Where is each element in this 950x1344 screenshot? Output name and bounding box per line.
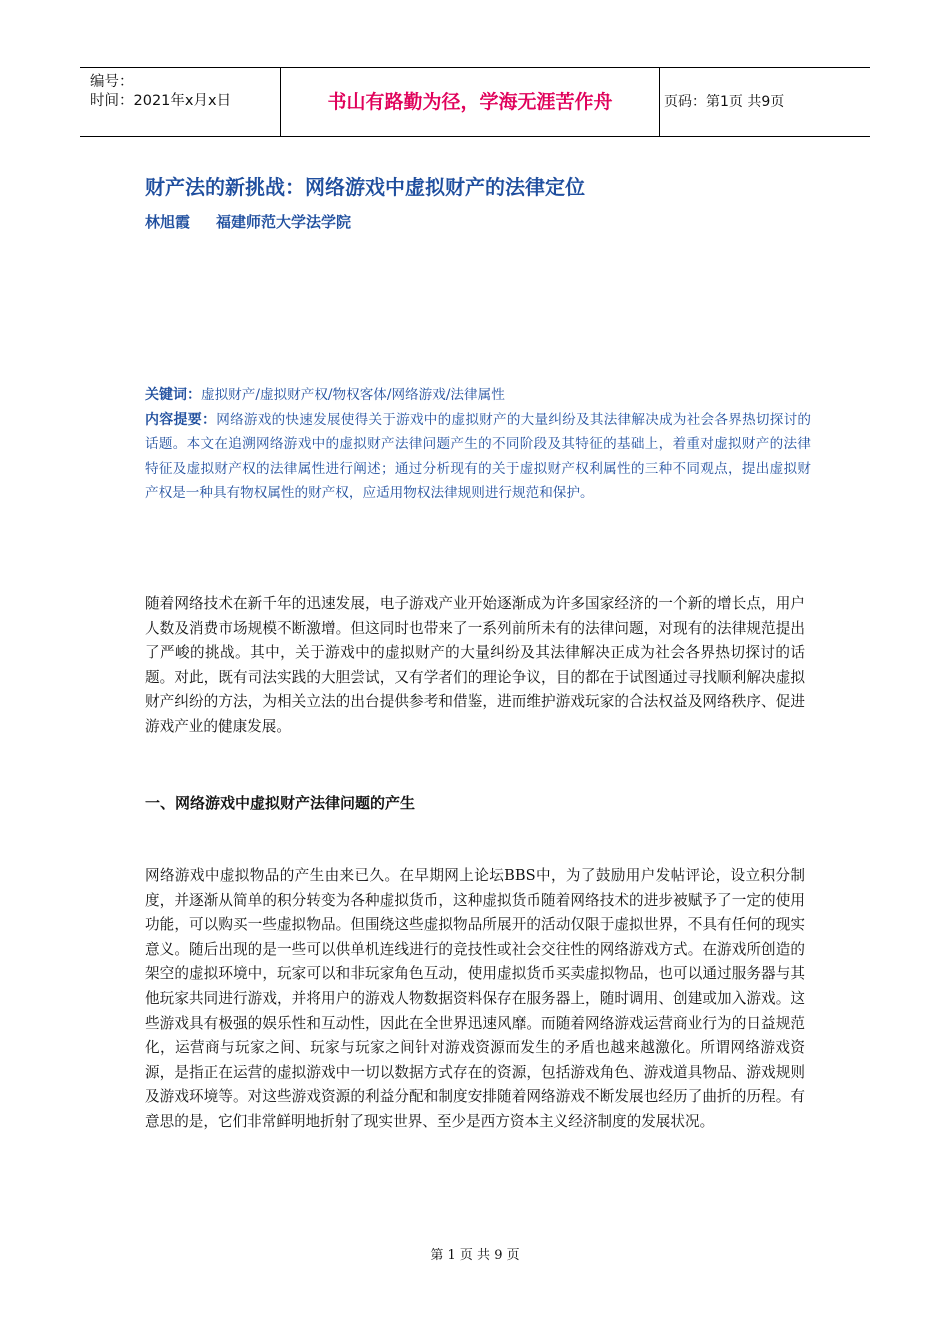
author-name: 林旭霞 xyxy=(145,213,191,231)
keywords-text: 虚拟财产/虚拟财产权/物权客体/网络游戏/法律属性 xyxy=(201,387,505,403)
summary-text: 网络游戏的快速发展使得关于游戏中的虚拟财产的大量纠纷及其法律解决成为社会各界热切探讨的话题。本文在追溯网络游戏中的虚拟财产法律问题产生的不同阶段及其特征的基础上，着重对虚拟财产的法律特征及虚拟财产权的法律属性进行阐述；通过分析现有的关于虚拟财产权利属性的三种不同观点，提出虚拟财产权是一种具有物权属性的财产权，应适用物权法律规则进行规范和保护。 xyxy=(145,411,812,501)
section-paragraph: 网络游戏中虚拟物品的产生由来已久。在早期网上论坛BBS中，为了鼓励用户发帖评论，设立积分制度，并逐渐从简单的积分转变为各种虚拟货币，这种虚拟货币随着网络技术的进步被赋予了一定的使用功能，可以购买一些虚拟物品。但围绕这些虚拟物品所展开的活动仅限于虚拟世界，不具有任何的现实意义。随后出现的是一些可以供单机连线进行的竞技性或社会交往性的网络游戏方式。在游戏所创造的架空的虚拟环境中，玩家可以和非玩家角色互动，使用虚拟货币买卖虚拟物品，也可以通过服务器与其他玩家共同进行游戏，并将用户的游戏人物数据资料保存在服务器上，随时调用、创建或加入游戏。这些游戏具有极强的娱乐性和互动性，因此在全世界迅速风靡。而随着网络游戏运营商业行为的日益规范化，运营商与玩家之间、玩家与玩家之间针对游戏资源而发生的矛盾也越来越激化。所谓网络游戏资源，是指正在运营的虚拟游戏中一切以数据方式存在的资源，包括游戏角色、游戏道具物品、游戏规则及游戏环境等。对这些游戏资源的利益分配和制度安排随着网络游戏不断发展也经历了曲折的历程。有意思的是，它们非常鲜明地折射了现实世界、至少是西方资本主义经济制度的发展状况。 xyxy=(145,867,805,1130)
article-title: 财产法的新挑战：网络游戏中虚拟财产的法律定位 xyxy=(145,175,585,199)
header-motto: 书山有路勤为径，学海无涯苦作舟 xyxy=(280,68,660,136)
section-heading: 一、网络游戏中虚拟财产法律问题的产生 xyxy=(145,794,416,812)
keywords-line xyxy=(145,383,811,408)
page-footer: 第 1 页 共 9 页 xyxy=(430,1248,520,1263)
author-affiliation: 福建师范大学法学院 xyxy=(216,213,352,231)
keywords-label: 关键词： xyxy=(145,387,201,403)
intro-paragraph: 随着网络技术在新千年的迅速发展，电子游戏产业开始逐渐成为许多国家经济的一个新的增长点，用户人数及消费市场规模不断激增。但这同时也带来了一系列前所未有的法律问题，对现有的法律规范提出了严峻的挑战。其中，关于游戏中的虚拟财产的大量纠纷及其法律解决正成为社会各界热切探讨的话题。对此，既有司法实践的大胆尝试，又有学者们的理论争议，目的都在于试图通过寻找顺利解决虚拟财产纠纷的方法，为相关立法的出台提供参考和借鉴，进而维护游戏玩家的合法权益及网络秩序、促进游戏产业的健康发展。 xyxy=(145,595,805,735)
page-header xyxy=(80,67,870,137)
header-meta xyxy=(80,68,280,136)
summary-label: 内容提要： xyxy=(145,411,217,428)
header-page-code: 页码：第1页 共9页 xyxy=(664,94,785,110)
document-number-label: 编号： xyxy=(90,74,134,90)
summary-paragraph xyxy=(145,408,811,506)
abstract-block xyxy=(145,383,811,506)
author-line xyxy=(145,211,845,232)
document-date: 时间：2021年x月x日 xyxy=(90,93,232,109)
